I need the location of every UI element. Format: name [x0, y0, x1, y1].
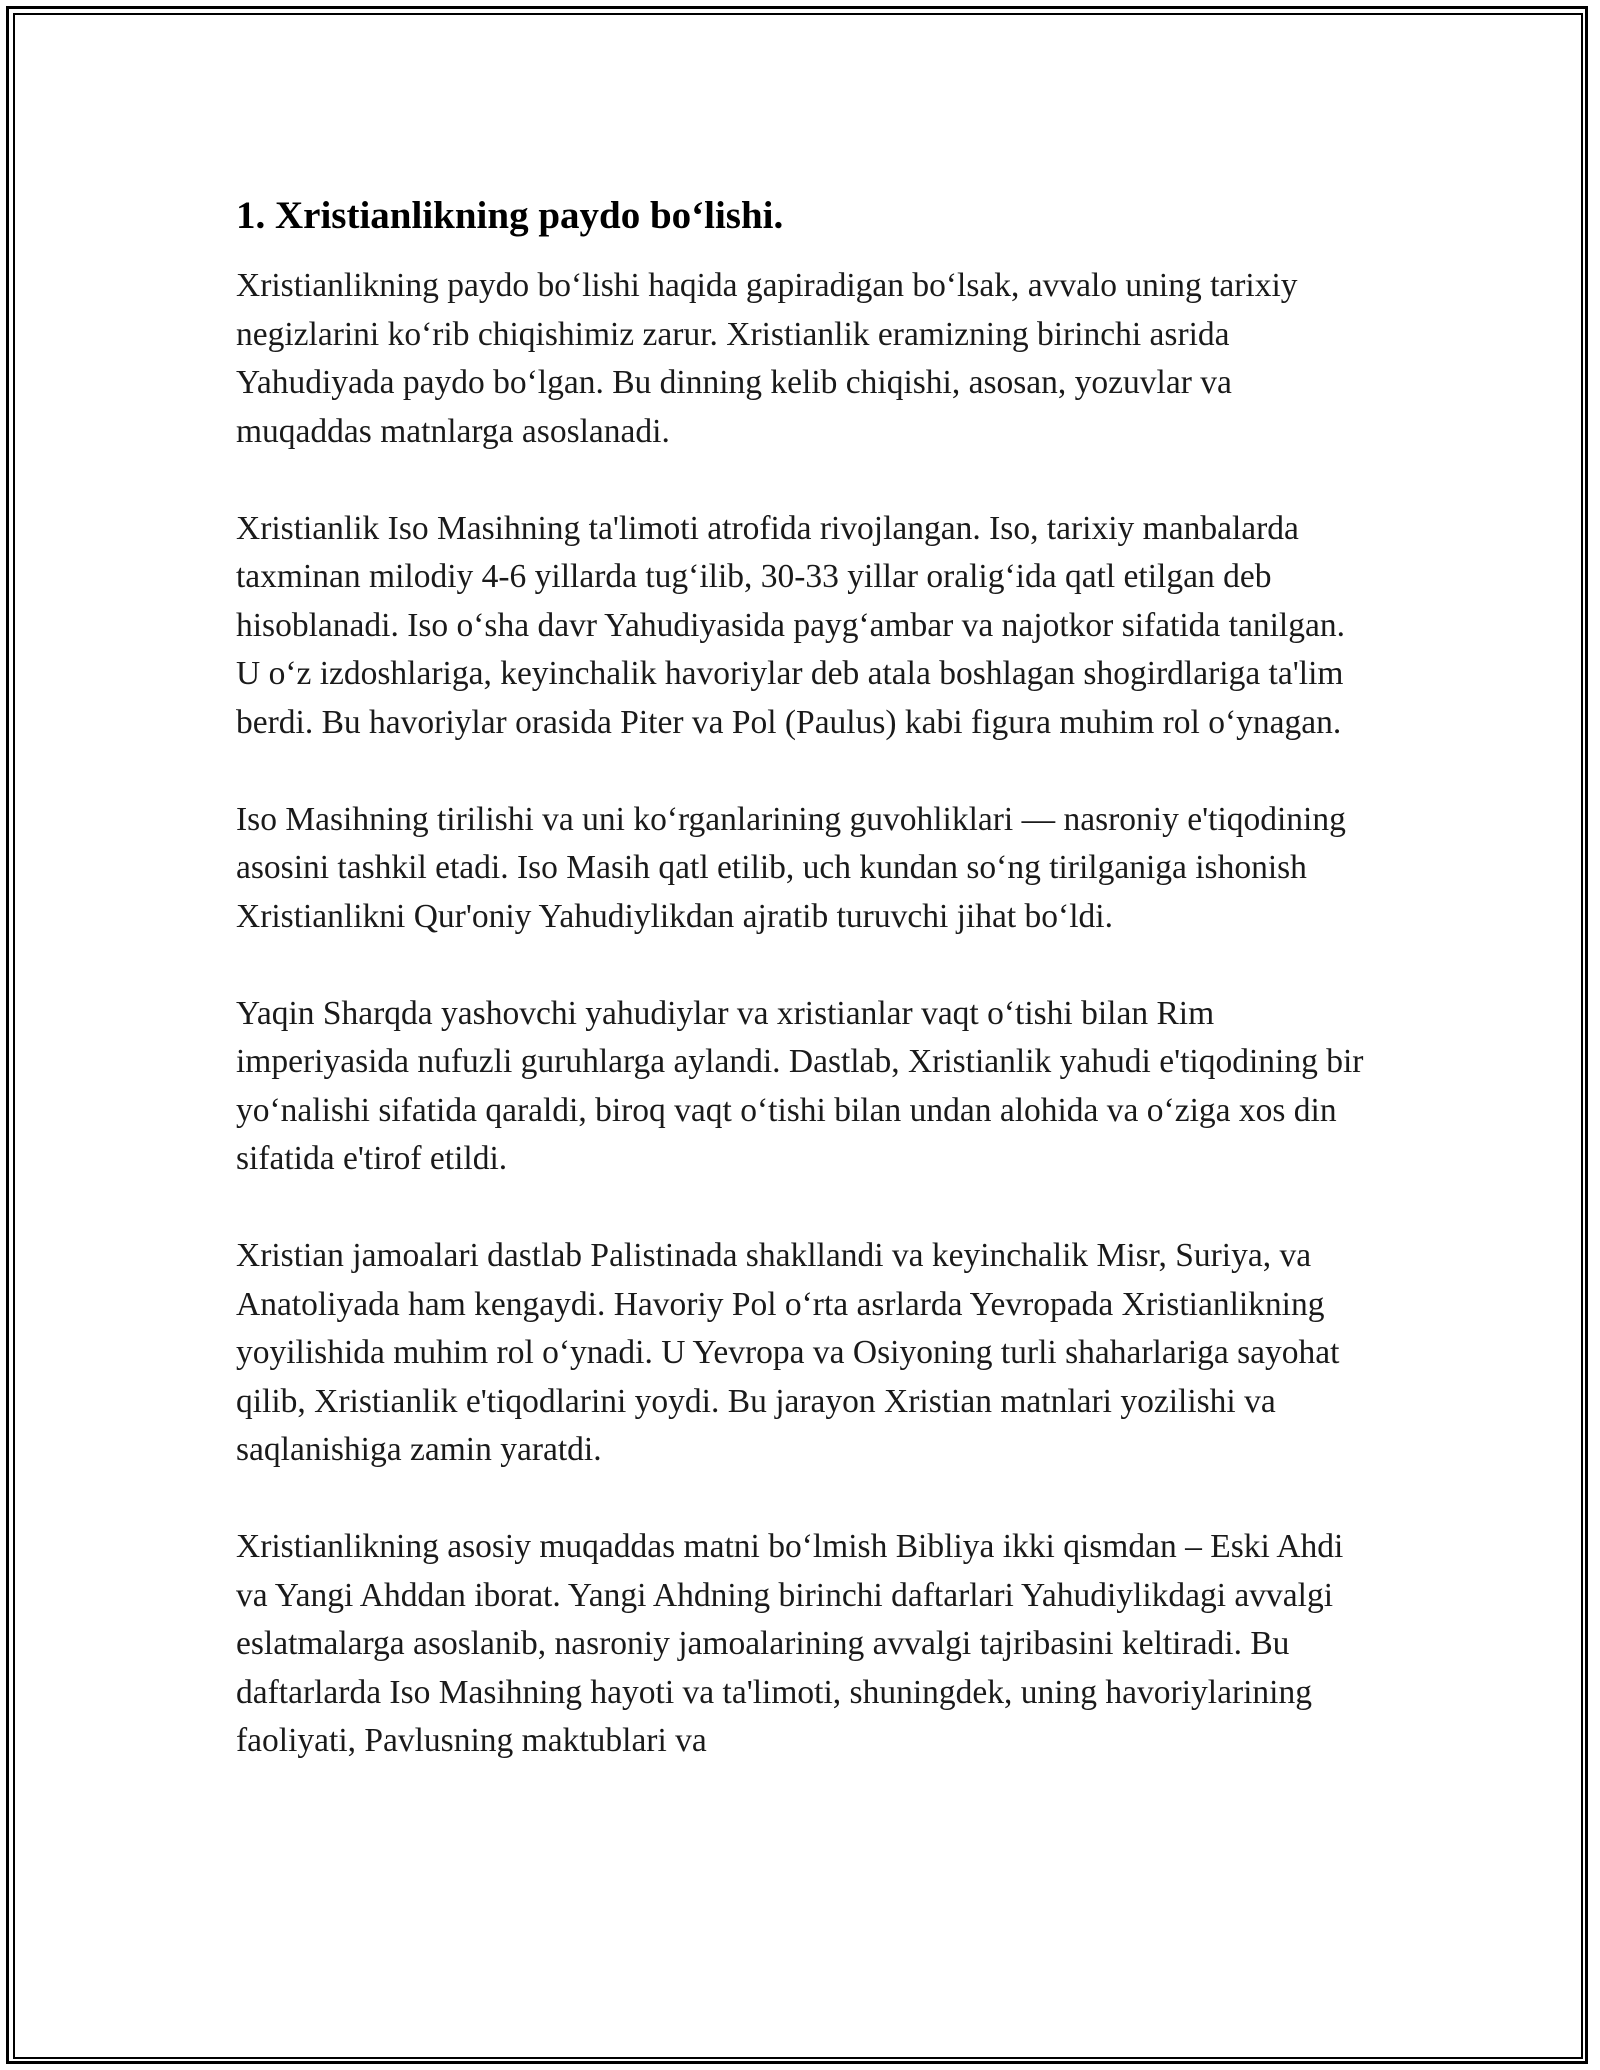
paragraph-2: Xristianlik Iso Masihning ta'limoti atrofida rivojlangan. Iso, tarixiy manbalarda taxminan milodiy 4-6 yillarda tug‘ilib, 30-33 yillar oralig‘ida qatl etilgan deb hisoblanadi. Iso o‘sha davr Yahudiyasida payg‘ambar va najotkor sifatida tanilgan. U o‘z izdoshlariga, keyinchalik havoriylar deb atala boshlagan shogirdlariga ta'lim berdi. Bu havoriylar orasida Piter va Pol (Paulus) kabi figura muhim rol o‘ynagan. — [236, 509, 1345, 741]
paragraph-5: Xristian jamoalari dastlab Palistinada shakllandi va keyinchalik Misr, Suriya, va Anatoliyada ham kengaydi. Havoriy Pol o‘rta asrlarda Yevropada Xristianlikning yoyilishida muhim rol o‘ynadi. U Yevropa va Osiyoning turli shaharlariga sayohat qilib, Xristianlik e'tiqodlarini yoydi. Bu jarayon Xristian matnlari yozilishi va saqlanishiga zamin yaratdi. — [236, 1237, 1340, 1468]
paragraph-6: Xristianlikning asosiy muqaddas matni bo‘lmish Bibliya ikki qismdan – Eski Ahdi va Yangi Ahddan iborat. Yangi Ahdning birinchi daftarlari Yahudiylikdagi avvalgi eslatmalarga asoslanib, nasroniy jamoalarining avvalgi tajribasini keltiradi. Bu daftarlarda Iso Masihning hayoti va ta'limoti, shuningdek, uning havoriylarining faoliyati, Pavlusning maktublari va — [236, 1528, 1344, 1759]
document-body — [236, 190, 1376, 1814]
paragraph-3: Iso Masihning tirilishi va uni ko‘rganlarining guvohliklari — nasroniy e'tiqodining asosini tashkil etadi. Iso Masih qatl etilib, uch kundan so‘ng tirilganiga ishonish Xristianlikni Qur'oniy Yahudiylikdan ajratib turuvchi jihat bo‘ldi. — [236, 800, 1346, 935]
section-heading: 1. Xristianlikning paydo bo‘lishi. — [236, 194, 784, 237]
paragraph-4: Yaqin Sharqda yashovchi yahudiylar va xristianlar vaqt o‘tishi bilan Rim imperiyasida nufuzli guruhlarga aylandi. Dastlab, Xristianlik yahudi e'tiqodining bir yo‘nalishi sifatida qaraldi, biroq vaqt o‘tishi bilan undan alohida va o‘ziga xos din sifatida e'tirof etildi. — [236, 994, 1364, 1177]
paragraph-1: Xristianlikning paydo bo‘lishi haqida gapiradigan bo‘lsak, avvalo uning tarixiy negizlarini ko‘rib chiqishimiz zarur. Xristianlik eramizning birinchi asrida Yahudiyada paydo bo‘lgan. Bu dinning kelib chiqishi, asosan, yozuvlar va muqaddas matnlarga asoslanadi. — [236, 267, 1298, 450]
